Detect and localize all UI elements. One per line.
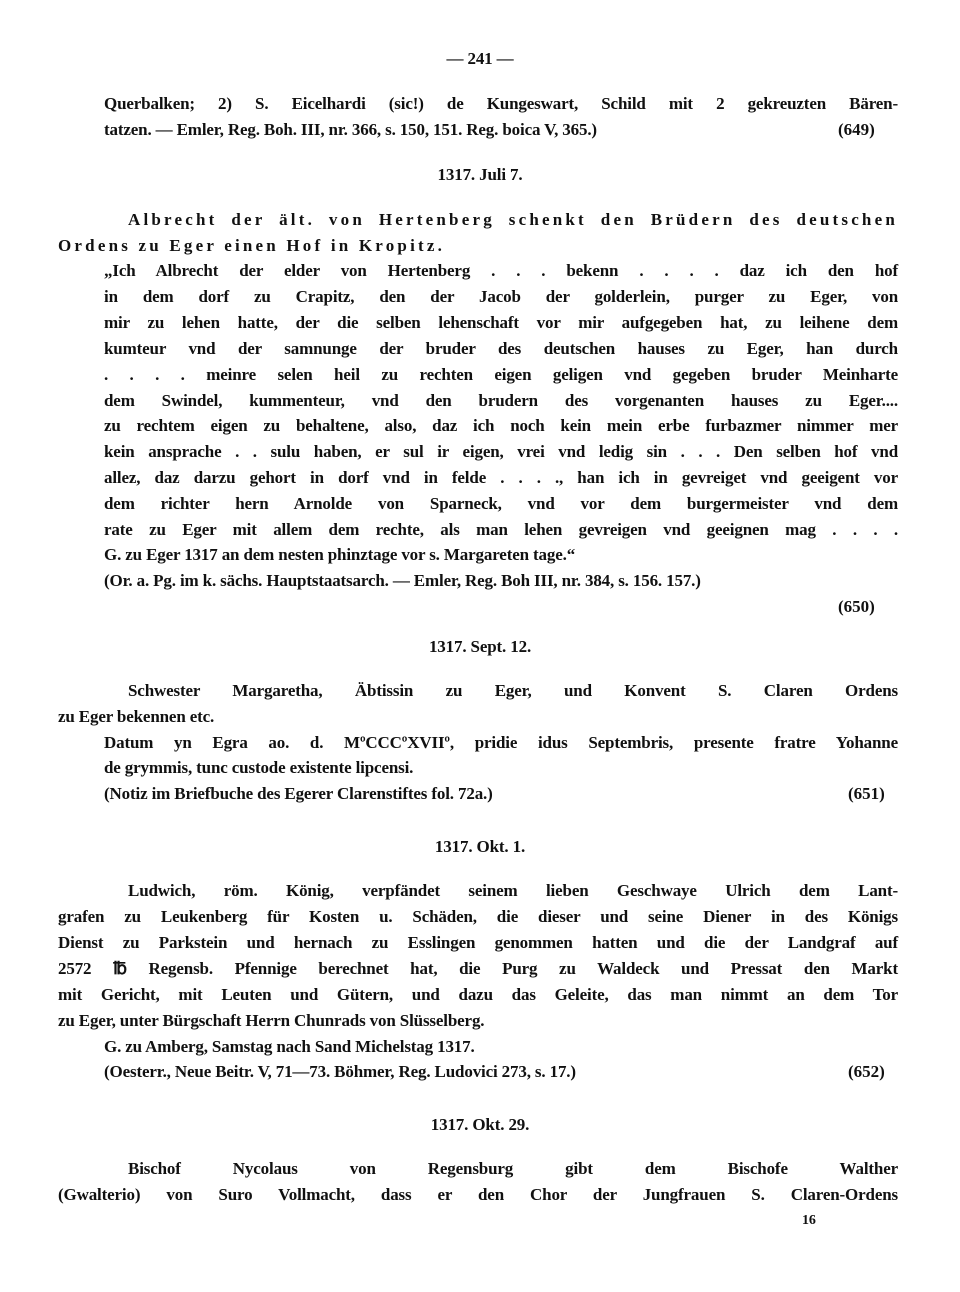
text-line: Datum yn Egra ao. d. MºCCCºXVIIº, pridie idus Septembris, presente fratre Yohanne xyxy=(104,733,898,752)
text-line: tatzen. — Emler, Reg. Boh. III, nr. 366, s. 150, 151. Reg. boica V, 365.) xyxy=(104,120,597,139)
source-note: (Or. a. Pg. im k. sächs. Hauptstaatsarch. — Emler, Reg. Boh III, nr. 384, s. 156. 157.) xyxy=(104,571,701,590)
quote-line: in dem dorf zu Crapitz, den der Jacob der golderlein, purger zu Eger, von xyxy=(104,287,898,306)
signature-mark: 16 xyxy=(802,1213,816,1228)
quote-line: „Ich Albrecht der elder von Hertenberg . . . bekenn . . . . daz ich den hof xyxy=(104,261,898,280)
entry-date: 1317. Sept. 12. xyxy=(428,637,532,656)
quote-line: dem richter hern Arnolde von Sparneck, vnd vor dem burgermeister vnd dem xyxy=(104,494,898,513)
entry-number: (649) xyxy=(838,120,875,139)
entry-summary-line: Albrecht der ält. von Hertenberg schenkt den Brüdern des deutschen xyxy=(128,210,898,229)
entry-date: 1317. Juli 7. xyxy=(437,165,523,184)
quote-line: kein ansprache . . sulu haben, er sul ir eigen, vrei vnd ledig sin . . . Den selben hof vnd xyxy=(104,442,898,461)
entry-summary-line: zu Eger, unter Bürgschaft Herrn Chunrads von Slüsselberg. xyxy=(58,1011,485,1030)
entry-summary-line: Bischof Nycolaus von Regensburg gibt dem Bischofe Walther xyxy=(128,1159,898,1178)
source-note: (Oesterr., Neue Beitr. V, 71—73. Böhmer, Reg. Ludovici 273, s. 17.) xyxy=(104,1062,576,1081)
quote-line: mir zu lehen hatte, der die selben lehenschaft vor mir aufgegeben hat, zu leihene dem xyxy=(104,313,898,332)
quote-line: . . . . meinre selen heil zu rechten eigen geligen vnd gegeben bruder Meinharte xyxy=(104,365,898,384)
entry-summary-line: Schwester Margaretha, Äbtissin zu Eger, und Konvent S. Claren Ordens xyxy=(128,681,898,700)
entry-summary-line: Dienst zu Parkstein und hernach zu Esslingen genommen hatten und die der Landgraf auf xyxy=(58,933,898,952)
entry-date: 1317. Okt. 1. xyxy=(434,837,526,856)
quote-line: allez, daz darzu gehort in dorf vnd in felde . . . ., han ich in gevreiget vnd geeigent vor xyxy=(104,468,898,487)
entry-summary-line: Ludwich, röm. König, verpfändet seinem lieben Geschwaye Ulrich dem Lant- xyxy=(128,881,898,900)
quote-line: zu rechtem eigen zu behaltene, also, daz ich noch kein mein erbe furbazmer nimmer mer xyxy=(104,416,898,435)
entry-summary-line: grafen zu Leukenberg für Kosten u. Schäden, die dieser und seine Diener in des Königs xyxy=(58,907,898,926)
quote-line: dem Swindel, kummenteur, vnd den brudern des vorgenanten hauses zu Eger.... xyxy=(104,391,898,410)
quote-line: rate zu Eger mit allem dem rechte, als man lehen gevreigen vnd geeignen mag . . . . xyxy=(104,520,898,539)
entry-number: (652) xyxy=(848,1062,885,1081)
source-note: (Notiz im Briefbuche des Egerer Clarenstiftes fol. 72a.) xyxy=(104,784,493,803)
quote-line: G. zu Eger 1317 an dem nesten phinztage vor s. Margareten tage.“ xyxy=(104,545,576,564)
text-line: G. zu Amberg, Samstag nach Sand Michelstag 1317. xyxy=(104,1037,475,1056)
text-line: de grymmis, tunc custode existente lipcensi. xyxy=(104,758,414,777)
entry-number: (650) xyxy=(838,597,875,616)
entry-number: (651) xyxy=(848,784,885,803)
entry-summary-line: (Gwalterio) von Suro Vollmacht, dass er den Chor der Jungfrauen S. Claren-Ordens xyxy=(58,1185,898,1204)
text-line: Querbalken; 2) S. Eicelhardi (sic!) de Kungeswart, Schild mit 2 gekreuzten Bären- xyxy=(104,94,898,113)
page-number: — 241 — xyxy=(446,49,514,68)
entry-summary-line: zu Eger bekennen etc. xyxy=(58,707,215,726)
entry-summary-line: Ordens zu Eger einen Hof in Kropitz. xyxy=(58,236,446,255)
entry-summary-line: 2572 ℔ Regensb. Pfennige berechnet hat, die Purg zu Waldeck und Pressat den Markt xyxy=(58,959,898,978)
entry-date: 1317. Okt. 29. xyxy=(430,1115,530,1134)
quote-line: kumteur vnd der samnunge der bruder des deutschen hauses zu Eger, han durch xyxy=(104,339,898,358)
entry-summary-line: mit Gericht, mit Leuten und Gütern, und dazu das Geleite, das man nimmt an dem Tor xyxy=(58,985,898,1004)
